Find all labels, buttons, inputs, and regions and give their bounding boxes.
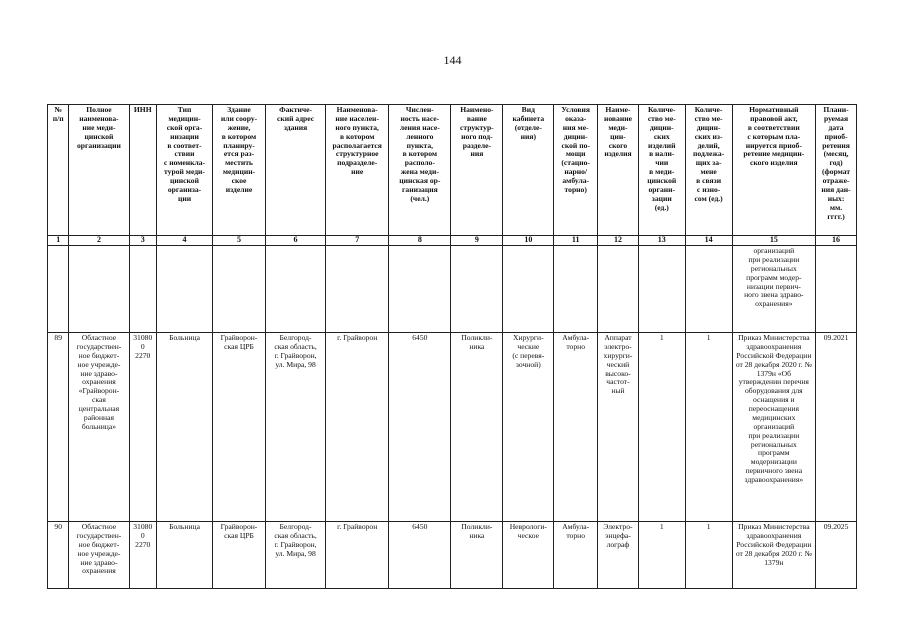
header-cell: Количе- ство ме- дицин- ских изделий в нали- чии в меди- цинской органи- зации (ед.) — [638, 105, 685, 236]
legal-act-cell: Приказ Министерства здравоохранения Российской Федерации от 28 декабря 2020 г. № 1379н — [732, 522, 816, 589]
row-number: 90 — [48, 522, 69, 589]
continuation-row — [48, 246, 857, 333]
unit-cell: Поликли- ника — [451, 333, 503, 522]
row-number: 89 — [48, 333, 69, 522]
table-row — [48, 522, 857, 589]
device-cell: Аппарат электро- хирурги- ческий высоко- частот- ный — [598, 333, 639, 522]
header-cell: Здание или соору- жение, в котором планиру- ется раз- местить медицин- ское изделие — [213, 105, 266, 236]
header-cell: Числен- ность насе- ления насе- ленного пункта, в котором располо- жена меди- цинская ор- ганизация (чел.) — [389, 105, 451, 236]
header-row — [48, 105, 857, 236]
organization-name: Областное государствен- ное бюджет- ное учрежде- ние здраво- охранения — [69, 522, 129, 589]
header-cell: Полное наименова- ние меди- цинской организации — [69, 105, 129, 236]
organization-type: Больница — [157, 333, 213, 522]
column-number: 5 — [213, 236, 266, 246]
column-number: 14 — [685, 236, 732, 246]
address-cell: Белгород- ская область, г. Грайворон, ул. Мира, 98 — [266, 522, 326, 589]
page-number: 144 — [443, 53, 462, 67]
column-number: 12 — [598, 236, 639, 246]
header-cell: Тип медицин- ской орга- низации в соответ- ствии с номенкла- турой меди- цинской организа- ции — [157, 105, 213, 236]
locality-cell: г. Грайворон — [326, 333, 389, 522]
unit-cell: Поликли- ника — [451, 522, 503, 589]
address-cell: Белгород- ская область, г. Грайворон, ул. Мира, 98 — [266, 333, 326, 522]
column-number: 3 — [129, 236, 157, 246]
cabinet-cell: Неврологи- ческое — [503, 522, 554, 589]
population-cell: 6450 — [389, 333, 451, 522]
conditions-cell: Амбула- торно — [554, 522, 598, 589]
inn-cell: 310800 2270 — [129, 333, 157, 522]
quantity-replace: 1 — [685, 522, 732, 589]
building-cell: Грайворон- ская ЦРБ — [213, 333, 266, 522]
header-cell: № п/п — [48, 105, 69, 236]
column-number: 6 — [266, 236, 326, 246]
header-cell: Количе- ство ме- дицин- ских из- делий, подлежа- щих за- мене в связи с изно- сом (ед.) — [685, 105, 732, 236]
column-number: 15 — [732, 236, 816, 246]
conditions-cell: Амбула- торно — [554, 333, 598, 522]
population-cell: 6450 — [389, 522, 451, 589]
header-cell: Наименова- ние населен- ного пункта, в котором располагается структурное подразделе- ние — [326, 105, 389, 236]
header-cell: Нормативный правовой акт, в соответствии с которым пла- нируется приоб- ретение медицин- ского изделия — [732, 105, 816, 236]
header-cell: Вид кабинета (отделе- ния) — [503, 105, 554, 236]
column-number: 11 — [554, 236, 598, 246]
header-cell: Наимено- вание структур- ного под- разделе- ния — [451, 105, 503, 236]
organization-type: Больница — [157, 522, 213, 589]
header-cell: Фактиче- ский адрес здания — [266, 105, 326, 236]
column-number: 2 — [69, 236, 129, 246]
header-cell: Плани- руемая дата приоб- ретения (месяц, год) (формат отраже- ния дан- ных: мм. гггг.) — [816, 105, 857, 236]
column-number: 16 — [816, 236, 857, 246]
device-cell: Электро- энцефа- лограф — [598, 522, 639, 589]
planned-date: 09.2021 — [816, 333, 857, 522]
column-number: 7 — [326, 236, 389, 246]
header-cell: Наиме- нование меди- цин- ского изделия — [598, 105, 639, 236]
quantity-available: 1 — [638, 522, 685, 589]
organization-name: Областное государствен- ное бюджет- ное учрежде- ние здраво- охранения «Грайворон- ская центральная районная больница» — [69, 333, 129, 522]
column-number: 4 — [157, 236, 213, 246]
column-number-row — [48, 236, 857, 246]
medical-equipment-table — [47, 104, 857, 589]
column-number: 8 — [389, 236, 451, 246]
legal-act-continuation: организаций при реализации региональных программ модер- низации первич- ного звена здраво- охранения» — [732, 246, 816, 333]
header-cell: ИНН — [129, 105, 157, 236]
column-number: 9 — [451, 236, 503, 246]
locality-cell: г. Грайворон — [326, 522, 389, 589]
planned-date: 09.2025 — [816, 522, 857, 589]
table-row — [48, 333, 857, 522]
building-cell: Грайворон- ская ЦРБ — [213, 522, 266, 589]
column-number: 10 — [503, 236, 554, 246]
quantity-available: 1 — [638, 333, 685, 522]
legal-act-cell: Приказ Министерства здравоохранения Российской Федерации от 28 декабря 2020 г. № 1379н «Об утверждении перечня оборудования для оснащения и переоснащения медицинских организаций при реализации региональных программ модернизации первичного звена здравоохранения» — [732, 333, 816, 522]
column-number: 13 — [638, 236, 685, 246]
column-number: 1 — [48, 236, 69, 246]
cabinet-cell: Хирурги- ческие (с перевя- зочной) — [503, 333, 554, 522]
header-cell: Условия оказа- ния ме- дицин- ской по- мощи (стацио- нарно/ амбула- торно) — [554, 105, 598, 236]
inn-cell: 310800 2270 — [129, 522, 157, 589]
quantity-replace: 1 — [685, 333, 732, 522]
